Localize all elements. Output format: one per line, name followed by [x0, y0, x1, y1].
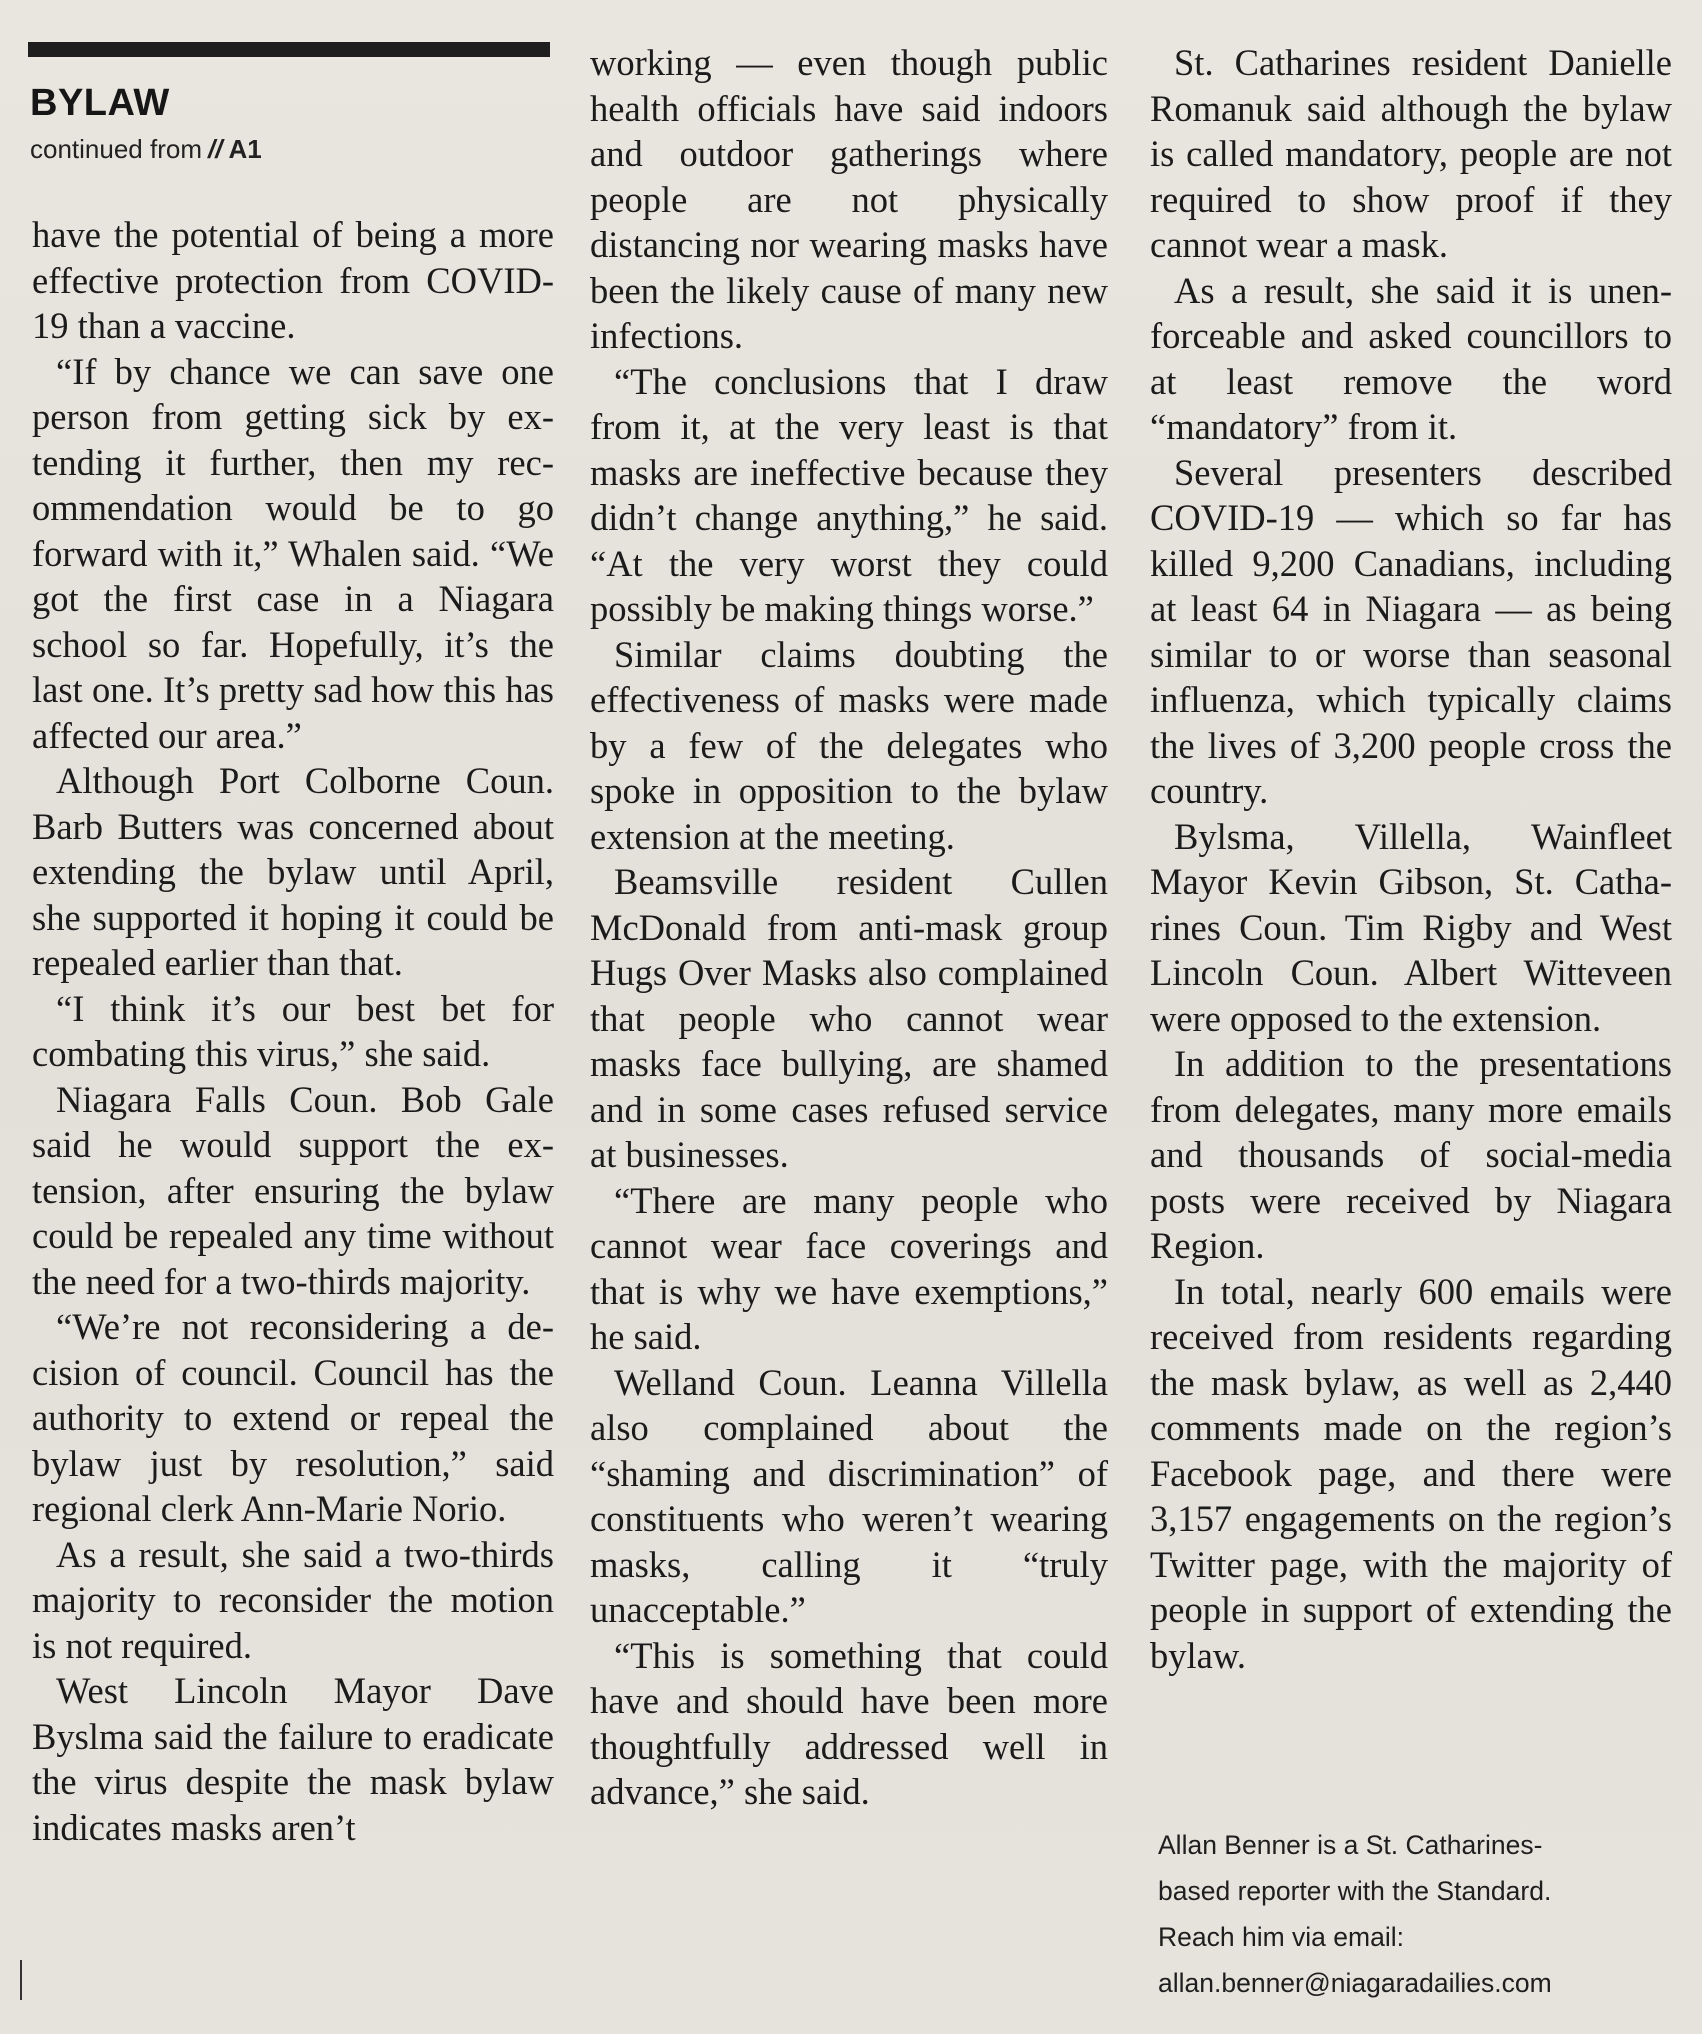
bio-line: Reach him via email:: [1158, 1922, 1404, 1952]
paragraph: “The conclusions that I draw from it, at the very least is that masks are ineffective because they didn’t change anything,” he said. “At the very worst they could possibly be making things worse.”: [590, 360, 1108, 629]
section-kicker: BYLAW: [30, 82, 170, 124]
article-column-3: [1150, 40, 1672, 1678]
paragraph: As a result, she said it is unenforceable and asked councillors to at least remove the word “mandatory” from it.: [1150, 269, 1672, 447]
paragraph: “We’re not reconsidering a decision of council. Council has the authority to extend or repeal the bylaw just by resolution,” said regional clerk Ann-Marie Norio.: [32, 1306, 554, 1529]
paragraph: In addition to the presentations from delegates, many more emails and thousands of social-media posts were received by Niagara Region.: [1150, 1043, 1672, 1266]
paragraph: Although Port Colborne Coun. Barb Butters was concerned about extending the bylaw until April, she supported it hoping it could be repealed earlier than that.: [32, 760, 554, 983]
bio-line: based reporter with the Standard.: [1158, 1876, 1552, 1906]
article-column-1: [32, 212, 554, 1850]
bio-line: Allan Benner is a St. Catharines-: [1158, 1830, 1543, 1860]
paragraph: West Lincoln Mayor Dave Byslma said the failure to eradicate the virus despite the mask bylaw indicates masks aren’t: [32, 1670, 554, 1848]
continued-label: continued from: [30, 134, 202, 164]
section-rule: [28, 42, 550, 57]
paragraph: Welland Coun. Leanna Villella also complained about the “shaming and discrimination” of constituents who weren’t wearing masks, calling it “truly unacceptable.”: [590, 1361, 1108, 1630]
paragraph: In total, nearly 600 emails were received from residents regarding the mask bylaw, as well as 2,440 comments made on the region’s Facebook page, and there were 3,157 engagements on the region’s Twitter page, with the majority of people in support of extending the bylaw.: [1150, 1270, 1672, 1676]
continued-separator: //: [207, 134, 223, 164]
paragraph: Niagara Falls Coun. Bob Gale said he would support the extension, after ensuring the bylaw could be repealed any time without the need for a two-thirds majority.: [32, 1078, 554, 1302]
paragraph: Similar claims doubting the effectiveness of masks were made by a few of the delegates who spoke in opposition to the bylaw extension at the meeting.: [590, 633, 1108, 857]
paragraph: “If by chance we can save one person from getting sick by extending it further, then my recommendation would be to go forward with it,” Whalen said. “We got the first case in a Niagara school so far. Hopefully, it’s the last one. It’s pretty sad how this has affected our area.”: [32, 350, 554, 756]
paragraph: St. Catharines resident Danielle Romanuk said although the bylaw is called mandatory, people are not required to show proof if they cannot wear a mask.: [1150, 42, 1672, 265]
paragraph: Bylsma, Villella, Wainfleet Mayor Kevin Gibson, St. Catharines Coun. Tim Rigby and West Lincoln Coun. Albert Witteveen were opposed to the extension.: [1150, 815, 1672, 1039]
paragraph: Beamsville resident Cullen McDonald from anti-mask group Hugs Over Masks also complained that people who cannot wear masks face bullying, are shamed and in some cases refused service at businesses.: [590, 861, 1108, 1175]
author-bio: [1158, 1822, 1678, 2006]
paragraph: “This is something that could have and should have been more thoughtfully addressed well in advance,” she said.: [590, 1634, 1108, 1812]
paragraph: As a result, she said a two-thirds majority to reconsider the motion is not required.: [32, 1533, 554, 1666]
column-margin-mark: [20, 1960, 22, 2000]
paragraph: Several presenters described COVID-19 — which so far has killed 9,200 Canadians, including at least 64 in Niagara — as being similar to or worse than seasonal influenza, which typically claims the lives of 3,200 people cross the country.: [1150, 451, 1672, 811]
article-column-2: [590, 40, 1108, 1815]
paragraph: “I think it’s our best bet for combating this virus,” she said.: [32, 987, 554, 1074]
author-email: allan.benner@niagaradailies.com: [1158, 1968, 1552, 1998]
continued-from-line: [30, 134, 262, 165]
continued-page-ref: A1: [228, 134, 262, 164]
paragraph: “There are many people who cannot wear face coverings and that is why we have exemptions,” he said.: [590, 1179, 1108, 1357]
paragraph: working — even though public health officials have said indoors and outdoor gatherings where people are not physically distancing nor wearing masks have been the likely cause of many new infections.: [590, 42, 1108, 356]
paragraph: have the potential of being a more effective protection from COVID-19 than a vaccine.: [32, 214, 554, 346]
